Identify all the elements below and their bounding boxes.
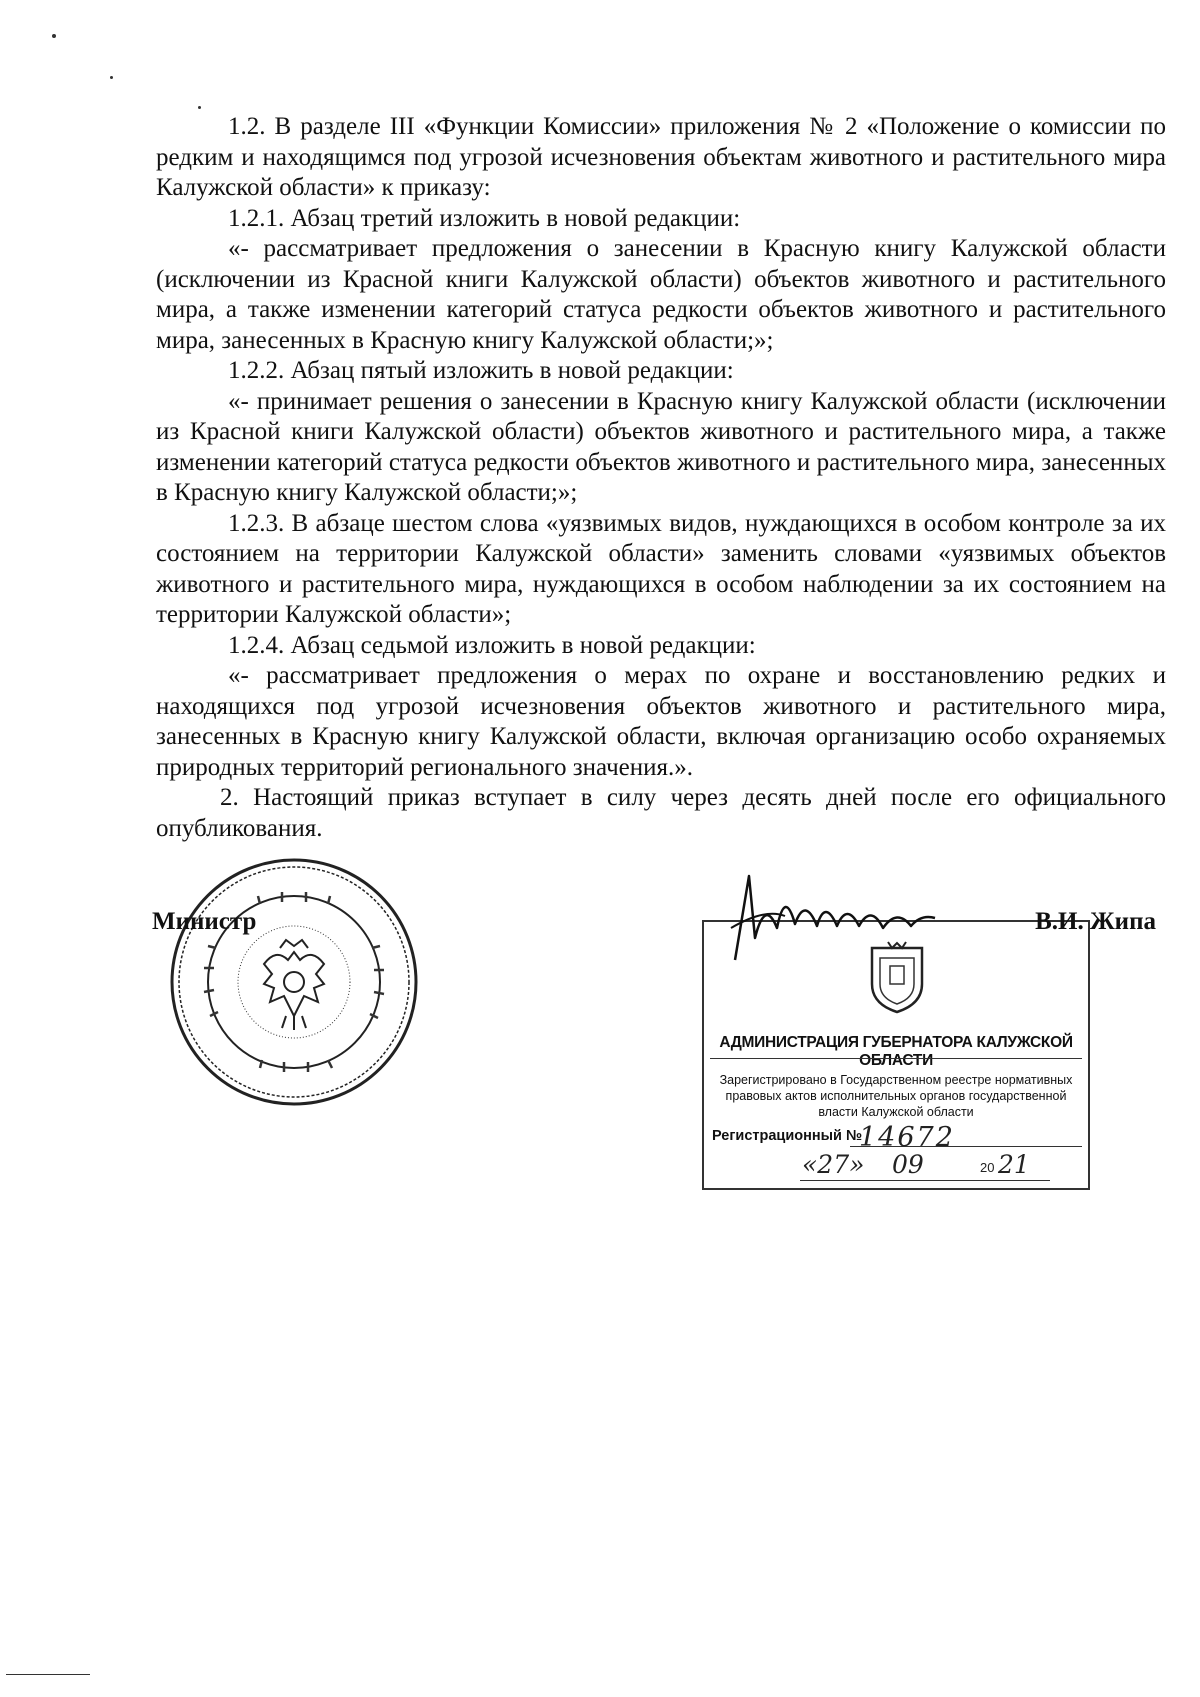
paragraph-1-2-1-text: «- рассматривает предложения о занесении в Красную книгу Калужской области (исключении из Красной книги Калужской области) объектов животного и растительного мира, а также изменении категорий статуса редкости объектов животного и растительного мира, занесенных в Красную книгу Калужской области;»;: [156, 235, 1166, 354]
registration-date-month: 09: [892, 1150, 924, 1179]
signer-title: Министр: [152, 908, 257, 935]
scan-speck: [110, 76, 113, 79]
paragraph-1-2-4: 1.2.4. Абзац седьмой изложить в новой редакции:: [228, 631, 756, 659]
paragraph-2: 2. Настоящий приказ вступает в силу через десять дней после его официального опубликования.: [156, 784, 1166, 842]
paragraph-1-2-2: 1.2.2. Абзац пятый изложить в новой редакции:: [228, 357, 734, 384]
registration-organization: АДМИНИСТРАЦИЯ ГУБЕРНАТОРА КАЛУЖСКОЙ ОБЛАСТИ: [719, 1034, 1073, 1069]
paragraph-1-2-4-text: «- рассматривает предложения о мерах по охране и восстановлению редких и находящихся под угрозой исчезновения объектов животного и растительного мира, занесенных в Красную книгу Калужской области, включая организацию особо охраняемых природных территорий регионального значения.».: [156, 662, 1166, 781]
registration-date-line: [800, 1180, 1050, 1181]
scan-speck: [52, 34, 56, 38]
registration-number-value: 14672: [859, 1122, 955, 1153]
scan-speck: [198, 106, 201, 109]
ministry-seal-icon: [168, 856, 420, 1108]
registration-date-day: «27»: [802, 1150, 865, 1179]
registration-date-year-prefix: 20: [980, 1160, 995, 1175]
paragraph-1-2: 1.2. В разделе III «Функции Комиссии» приложения № 2 «Положение о комиссии по редким и находящимся под угрозой исчезновения объектам животного и растительного мира Калужской области» к приказу:: [156, 113, 1166, 201]
signer-name: В.И. Жипа: [1035, 908, 1156, 935]
paragraph-1-2-1: 1.2.1. Абзац третий изложить в новой редакции:: [228, 204, 741, 232]
registration-description: Зарегистрировано в Государственном реестре нормативных правовых актов исполнительных органов государственной власти Калужской области: [719, 1073, 1073, 1119]
registration-date-year: 21: [998, 1150, 1030, 1179]
registration-date: [800, 1150, 1080, 1186]
handwritten-signature-icon: [725, 868, 945, 968]
stamp-divider: [710, 1058, 1082, 1059]
paragraph-1-2-2-text: «- принимает решения о занесении в Красную книгу Калужской области (исключении из Красной книги Калужской области) объектов животного и растительного мира, а также изменении категорий статуса редкости объектов животного и растительного мира, занесенных в Красную книгу Калужской области;»;: [156, 387, 1166, 506]
paragraph-1-2-3: 1.2.3. В абзаце шестом слова «уязвимых видов, нуждающихся в особом контроле за их состоянием на территории Калужской области» заменить словами «уязвимых объектов животного и растительного мира, нуждающихся в особом наблюдении за их состоянием на территории Калужской области»;: [156, 509, 1166, 628]
document-body: [156, 112, 1166, 844]
registration-number-label: Регистрационный №: [712, 1128, 863, 1144]
footer-rule: [6, 1674, 90, 1675]
